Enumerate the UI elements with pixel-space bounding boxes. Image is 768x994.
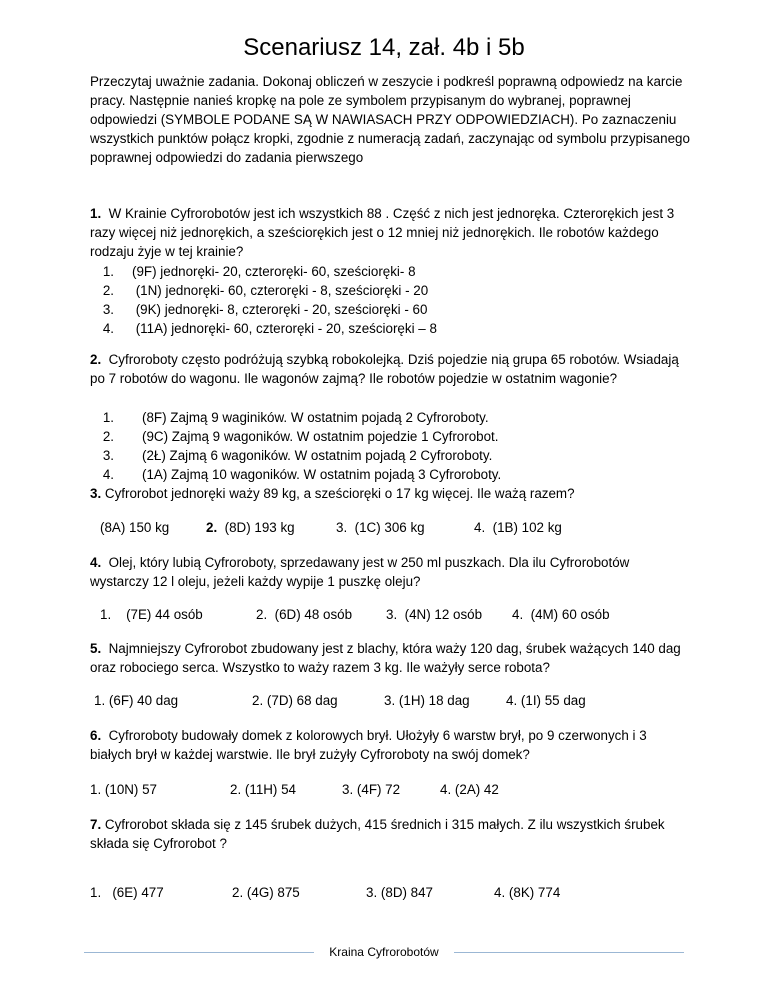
answer-option[interactable]: 2. (4G) 875 [232, 885, 300, 900]
task-5 [90, 639, 690, 677]
task-5-answers [90, 691, 690, 710]
task-3-answers [90, 518, 690, 537]
answer-option[interactable]: 4. (8K) 774 [494, 885, 561, 900]
answer-option[interactable]: 2. (6D) 48 osób [256, 607, 353, 622]
task-text: Olej, który lubią Cyfroroboty, sprzedawany jest w 250 ml puszkach. Dla ilu Cyfrorobotów wystarczy 12 l oleju, jeżeli każdy wypije 1 puszkę oleju? [90, 555, 630, 589]
task-text: Cyfroroboty budowały domek z kolorowych brył. Ułożyły 6 warstw brył, po 9 czerwonych i 3 białych brył w każdej warstwie. Ile brył zużyły Cyfroroboty na swój domek? [90, 728, 647, 762]
task-number: 7. [90, 817, 102, 832]
task-text: W Krainie Cyfrorobotów jest ich wszystkich 88 . Część z nich jest jednoręka. Czterorękich jest 3 razy więcej niż jednorękich, a sześciorękich jest o 12 mniej niż jednorękich. Ile robotów każdego rodzaju żyje w tej krainie? [90, 206, 675, 259]
task-text: Cyfroroboty często podróżują szybką robokolejką. Dziś pojedzie nią grupa 65 robotów. Wsiadają po 7 robotów do wagonu. Ile wagonów zajmą? Ile robotów pojedzie w ostatnim wagonie? [90, 352, 679, 386]
answer-option[interactable]: 2. (1N) jednoręki- 60, czteroręki - 8, sześcioręki - 20 [102, 283, 429, 298]
page-title: Scenariusz 14, zał. 4b i 5b [243, 34, 525, 61]
task-4-answers [90, 605, 690, 624]
answer-option[interactable]: 1. (8F) Zajmą 9 waginików. W ostatnim pojadą 2 Cyfroroboty. [102, 410, 489, 425]
task-number: 1. [90, 206, 102, 221]
answer-option[interactable]: 3. (8D) 847 [366, 885, 434, 900]
answer-option[interactable]: 4. (1I) 55 dag [506, 693, 586, 708]
answer-option[interactable]: 4. (1B) 102 kg [474, 520, 562, 535]
task-number: 5. [90, 641, 102, 656]
answer-option[interactable]: 3. (2Ł) Zajmą 6 wagoników. W ostatnim pojadą 2 Cyfroroboty. [102, 448, 493, 463]
page-footer: Kraina Cyfrorobotów [329, 945, 439, 959]
answer-option[interactable]: 4. (4M) 60 osób [512, 607, 610, 622]
task-2-answers [90, 408, 690, 484]
answer-option[interactable]: (8A) 150 kg [100, 520, 170, 535]
answer-option[interactable]: 4. (1A) Zajmą 10 wagoników. W ostatnim pojadą 3 Cyfroroboty. [102, 467, 502, 482]
task-1-answers [90, 262, 690, 338]
task-7-answers [90, 883, 690, 902]
task-number: 6. [90, 728, 102, 743]
answer-option[interactable]: 2. (11H) 54 [230, 782, 297, 797]
answer-option[interactable]: 2. (7D) 68 dag [252, 693, 338, 708]
task-text: Najmniejszy Cyfrorobot zbudowany jest z blachy, która waży 120 dag, śrubek ważących 140 dag oraz robociego serca. Wszystko to waży razem 3 kg. Ile ważyły serce robota? [90, 641, 681, 675]
answer-option[interactable]: 4. (2A) 42 [440, 782, 499, 797]
answer-option[interactable]: 3. (4F) 72 [342, 782, 401, 797]
answer-option[interactable]: 1. (10N) 57 [90, 782, 158, 797]
task-number: 2. [90, 352, 102, 367]
answer-option[interactable]: 3. (9K) jednoręki- 8, czteroręki - 20, sześcioręki - 60 [102, 302, 428, 317]
task-text: Cyfrorobot jednoręki waży 89 kg, a sześcioręki o 17 kg więcej. Ile ważą razem? [104, 486, 575, 501]
task-text: Cyfrorobot składa się z 145 śrubek dużych, 415 średnich i 315 małych. Z ilu wszystkich śrubek składa się Cyfrorobot ? [90, 817, 665, 851]
task-1 [90, 204, 690, 261]
task-number: 4. [90, 555, 102, 570]
task-2 [90, 350, 690, 388]
answer-option[interactable]: 1. (6E) 477 [90, 885, 164, 900]
answer-option[interactable]: 1. (7E) 44 osób [100, 607, 203, 622]
task-number: 3. [90, 486, 102, 501]
answer-option[interactable]: 3. (4N) 12 osób [386, 607, 483, 622]
task-6 [90, 726, 690, 764]
task-7 [90, 815, 690, 853]
task-4 [90, 553, 690, 591]
answer-option[interactable]: 1. (6F) 40 dag [94, 693, 179, 708]
answer-option[interactable]: 2. (9C) Zajmą 9 wagoników. W ostatnim pojedzie 1 Cyfrorobot. [102, 429, 499, 444]
intro-paragraph: Przeczytaj uważnie zadania. Dokonaj obliczeń w zeszycie i podkreśl poprawną odpowiedz na karcie pracy. Następnie nanieś kropkę na pole ze symbolem przypisanym do wybranej, poprawnej odpowiedzi (SYMBOLE PODANE SĄ W NAWIASACH PRZY ODPOWIEDZIACH). Po zaznaczeniu wszystkich punktów połącz kropki, zgodnie z numeracją zadań, zaczynając od symbolu przypisanego poprawnej odpowiedzi do zadania pierwszego [90, 74, 690, 165]
task-3 [90, 484, 690, 503]
answer-option[interactable]: 4. (11A) jednoręki- 60, czteroręki - 20, sześcioręki – 8 [102, 321, 437, 336]
answer-option[interactable]: 1. (9F) jednoręki- 20, czteroręki- 60, sześcioręki- 8 [102, 264, 416, 279]
answer-option[interactable]: 3. (1C) 306 kg [336, 520, 425, 535]
answer-option[interactable]: 3. (1H) 18 dag [384, 693, 470, 708]
answer-option[interactable]: 2. (8D) 193 kg [206, 520, 295, 535]
task-6-answers [90, 780, 690, 799]
